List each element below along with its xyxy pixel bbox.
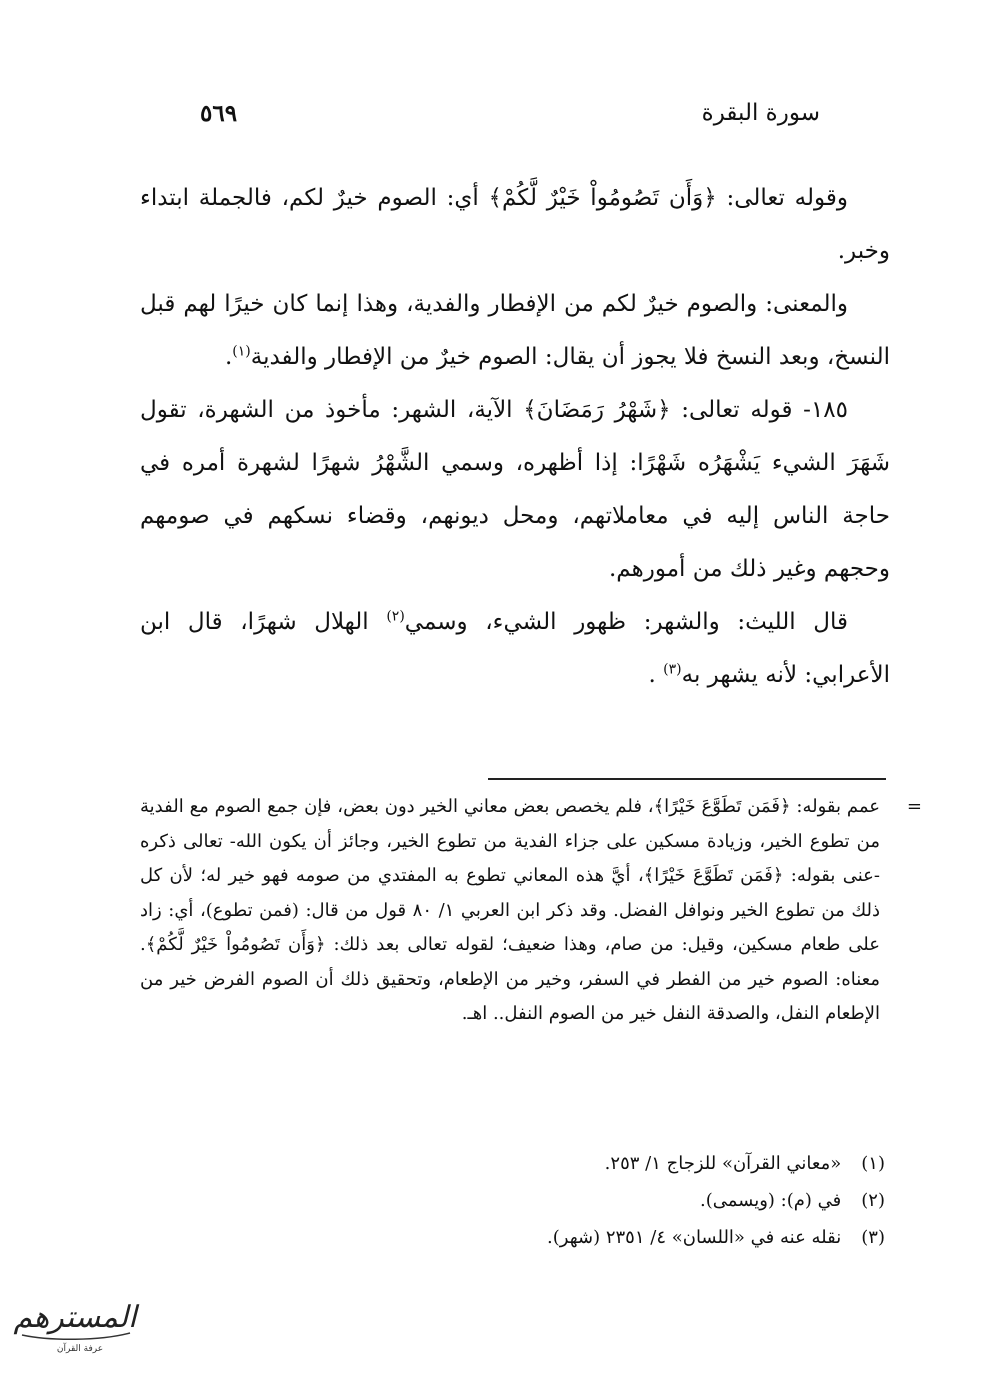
footnote-text: في (م): (ويسمى). [700,1190,842,1211]
paragraph-2-end: . [224,344,233,370]
paragraph-4-text-b: الهلال شهرًا، قال ابن الأعرابي: لأنه يشهر به [140,609,890,688]
watermark-logo [10,1285,140,1360]
logo-small-text: عرفة القرآن [56,1344,104,1354]
footnote-number: (٣) [861,1227,885,1248]
footnote-text: «معاني القرآن» للزجاج ١/ ٢٥٣. [604,1153,842,1174]
footnote-number: (٢) [861,1190,885,1211]
paragraph-4-end: . [648,662,664,688]
page-header [200,100,820,140]
continuation-text: عمم بقوله: ﴿فَمَن تَطَوَّعَ خَيْرًا﴾، فلم يخصص بعض معاني الخير دون بعض، فإن جمع الصوم مع الفدية من تطوع الخير، وزيادة مسكين على جزاء الفدية من تطوع الخير، وجائز أن يكون الله- تعالى ذكره -عنى بقوله: ﴿فَمَن تَطَوَّعَ خَيْرًا﴾، أيَّ هذه المعاني تطوع به المفتدي من صومه فهو خير له؛ لأن كل ذلك من تطوع الخير ونوافل الفضل. وقد ذكر ابن العربي ١/ ٨٠ قول من قال: (فمن تطوع)، أي: زاد على طعام مسكين، وقيل: من صام، وهذا ضعيف؛ لقوله تعالى بعد ذلك: ﴿وَأَن تَصُومُواْ خَيْرٌ لَّكُمْ﴾. معناه: الصوم خير من الفطر في السفر، وخير من الإطعام، وتحقيق ذلك أن الصوم الفرض خير من الإطعام النفل، والصدقة النفل خير من الصوم النفل.. اهـ. [140,796,880,1024]
footnote-1 [140,1145,885,1182]
paragraph-3: ١٨٥- قوله تعالى: ﴿شَهْرُ رَمَضَانَ﴾ الآية، الشهر: مأخوذ من الشهرة، تقول شَهَرَ الشيء يَشْهَرُه شَهْرًا: إذا أظهره، وسمي الشَّهْرُ شهرًا لشهرة أمره في حاجة الناس إليه في معاملاتهم، ومحل ديونهم، وقضاء نسكهم في صومهم وحجهم وغير ذلك من أمورهم. [140,397,890,582]
page-number: ٥٦٩ [200,100,238,127]
surah-title: سورة البقرة [701,100,820,126]
paragraph-2-text: والمعنى: والصوم خيرٌ لكم من الإفطار والفدية، وهذا إنما كان خيرًا لهم قبل النسخ، وبعد النسخ فلا يجوز أن يقال: الصوم خيرٌ من الإفطار والفدية [140,291,890,370]
footnotes [140,1145,885,1256]
footnote-3 [140,1219,885,1256]
footnote-ref-2[interactable]: (٢) [386,608,405,625]
footnote-ref-1[interactable]: (١) [232,343,251,360]
footnote-ref-3[interactable]: (٣) [663,661,682,678]
paragraph-1: وقوله تعالى: ﴿وَأَن تَصُومُواْ خَيْرٌ لَّكُمْ﴾ أي: الصوم خيرٌ لكم، فالجملة ابتداء وخبر. [140,185,890,264]
logo-main-text: المسترهم [13,1300,137,1335]
main-text [140,172,890,702]
footnote-continuation [140,790,922,1032]
footnote-number: (١) [861,1153,885,1174]
footnote-2 [140,1182,885,1219]
paragraph-4-text-a: قال الليث: والشهر: ظهور الشيء، وسمي [404,609,849,635]
paragraph-2 [140,278,890,384]
continuation-marker: = [906,796,922,817]
footnote-separator [488,778,886,780]
paragraph-4 [140,596,890,702]
footnote-text: نقله عنه في «اللسان» ٤/ ٢٣٥١ (شهر). [547,1227,842,1248]
